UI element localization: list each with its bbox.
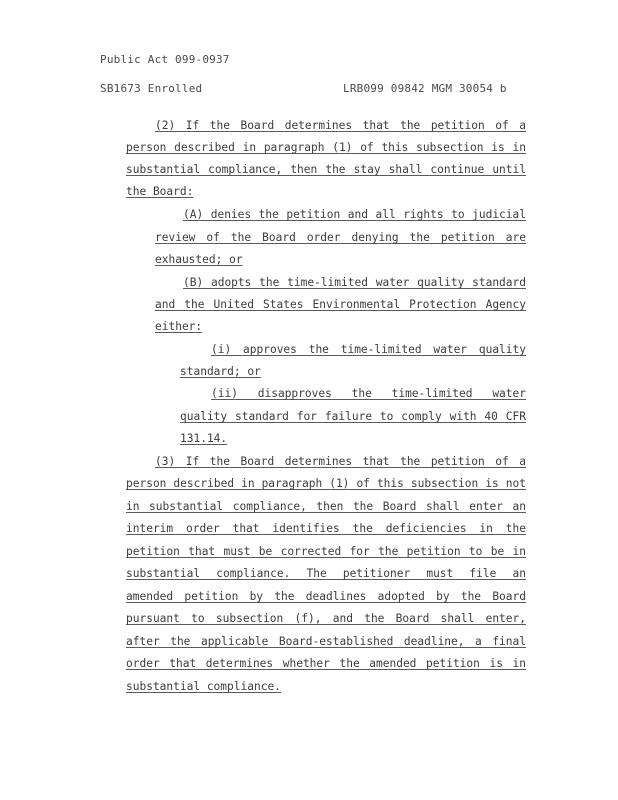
text-line: the Board: — [126, 185, 194, 198]
lrb-reference: LRB099 09842 MGM 30054 b — [343, 82, 507, 95]
text-line: substantial compliance. The petitioner must file an — [126, 567, 526, 580]
text-line: after the applicable Board-established deadline, a final — [126, 635, 526, 648]
text-line: in substantial compliance, then the Board shall enter an — [126, 500, 526, 513]
text-line: exhausted; or — [155, 253, 243, 266]
text-line: person described in paragraph (1) of this subsection is not — [126, 477, 526, 490]
text-line: pursuant to subsection (f), and the Board shall enter, — [126, 612, 526, 625]
text-line: (ii) disapproves the time-limited water — [211, 387, 526, 400]
text-line: either: — [155, 320, 203, 333]
text-line: amended petition by the deadlines adopted by the Board — [126, 590, 526, 603]
text-line: standard; or — [180, 365, 261, 378]
text-line: review of the Board order denying the petition are — [155, 231, 526, 244]
text-line: person described in paragraph (1) of this subsection is in — [126, 141, 526, 154]
public-act-number: Public Act 099-0937 — [100, 53, 230, 66]
text-line: order that determines whether the amended petition is in — [126, 657, 526, 670]
bill-number: SB1673 Enrolled — [100, 82, 203, 95]
text-line: petition that must be corrected for the petition to be in — [126, 545, 526, 558]
text-line: (2) If the Board determines that the petition of a — [155, 119, 526, 132]
text-line: 131.14. — [180, 432, 228, 445]
text-line: (A) denies the petition and all rights to judicial — [183, 208, 526, 221]
text-line: (i) approves the time-limited water quality — [211, 343, 526, 356]
text-line: interim order that identifies the deficiencies in the — [126, 522, 526, 535]
text-line: substantial compliance. — [126, 680, 281, 693]
text-line: (B) adopts the time-limited water quality standard — [183, 276, 526, 289]
text-line: and the United States Environmental Protection Agency — [155, 298, 526, 311]
text-line: substantial compliance, then the stay shall continue until — [126, 163, 526, 176]
text-line: quality standard for failure to comply with 40 CFR — [180, 410, 526, 423]
text-line: (3) If the Board determines that the petition of a — [155, 455, 526, 468]
